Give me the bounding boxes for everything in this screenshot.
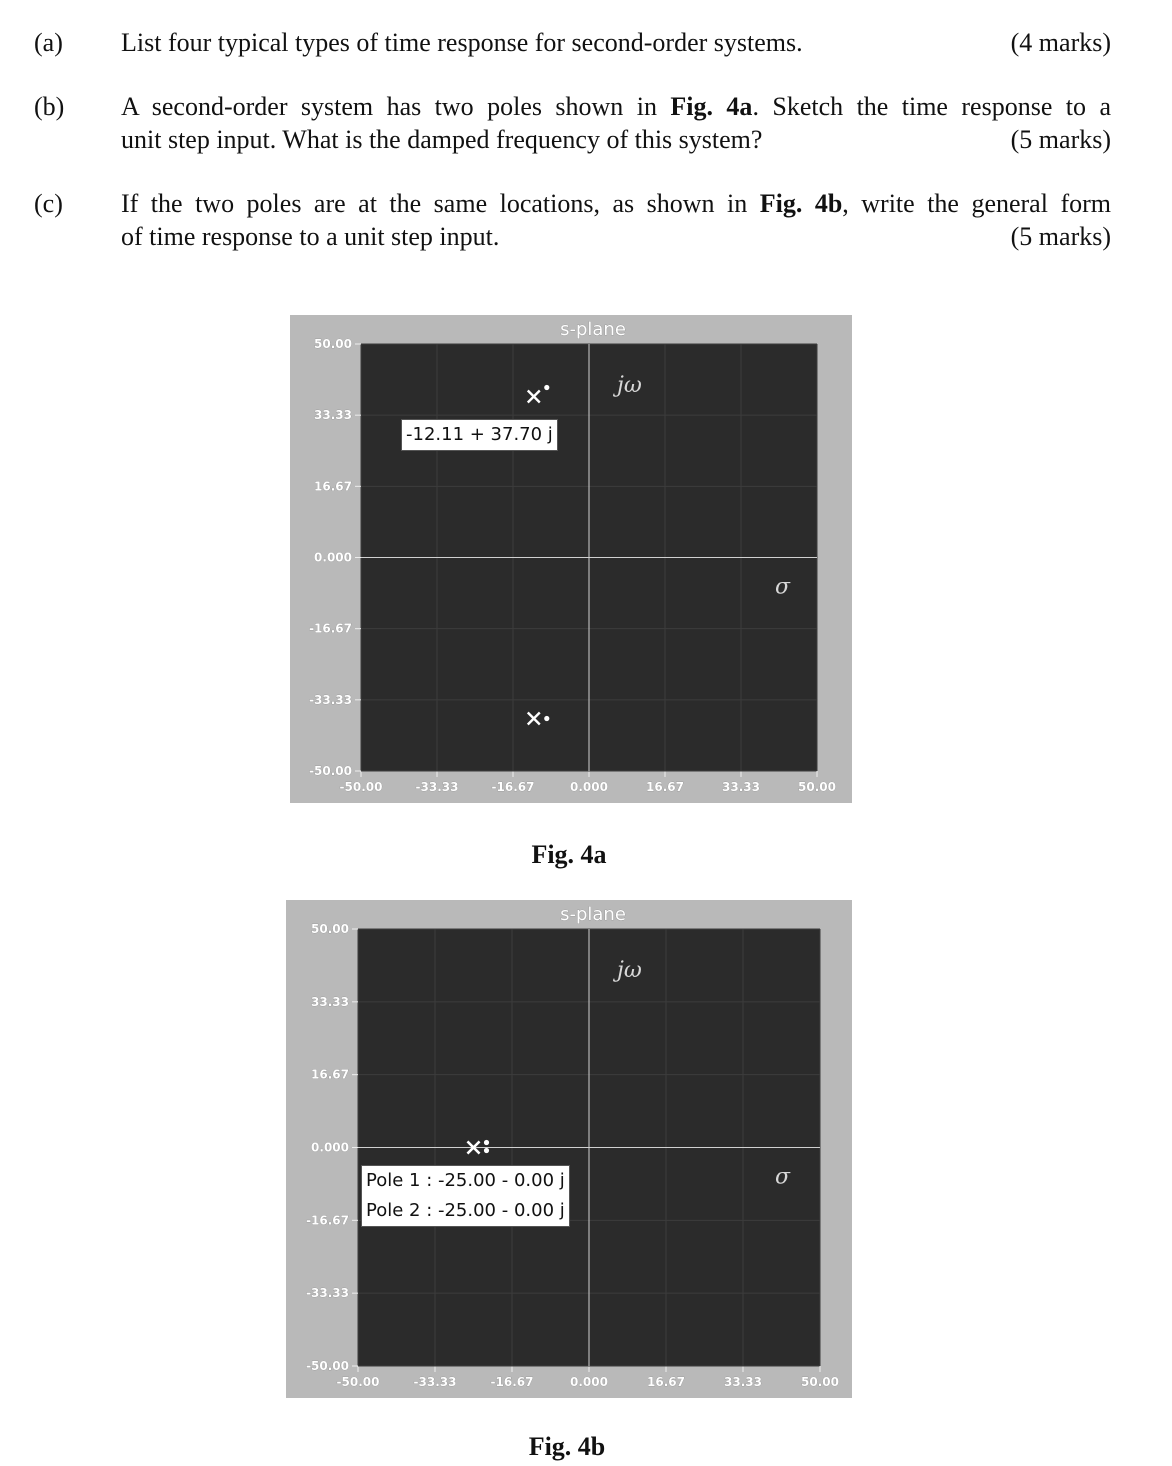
y-tick-label: 0.000 xyxy=(314,550,352,565)
y-tick-label: -33.33 xyxy=(306,1286,349,1301)
pole-marker xyxy=(528,385,550,403)
chart-svg xyxy=(290,315,852,803)
y-tick-label: -16.67 xyxy=(306,1213,349,1228)
s-plane-chart-4a xyxy=(290,315,852,803)
y-tick-label: -50.00 xyxy=(306,1359,349,1373)
question-text-line1: If the two poles are at the same locations, as shown in Fig. 4b, write the general form xyxy=(121,189,1111,218)
y-tick-label: 0.000 xyxy=(311,1140,349,1155)
x-axis-label: σ xyxy=(775,574,791,600)
s-plane-chart-4b xyxy=(286,900,852,1398)
x-tick-label: -50.00 xyxy=(339,780,383,794)
x-tick-label: -33.33 xyxy=(413,1375,457,1389)
question-label: (b) xyxy=(34,92,65,121)
pole-dot xyxy=(544,385,549,390)
figure-reference: Fig. 4b xyxy=(759,189,843,218)
x-tick-label: 0.000 xyxy=(570,1375,608,1389)
pole-dot xyxy=(484,1140,489,1145)
y-tick-label: -33.33 xyxy=(309,692,352,707)
question-text-line2: of time response to a unit step input. xyxy=(121,222,500,251)
chart-title: s-plane xyxy=(560,319,626,340)
x-axis-label: σ xyxy=(775,1164,791,1190)
y-axis-label: jω xyxy=(617,958,642,983)
question-label: (c) xyxy=(34,189,63,218)
y-tick-label: 16.67 xyxy=(314,479,352,494)
tooltip-line: Pole 1 : -25.00 - 0.00 j xyxy=(366,1170,565,1191)
y-axis-label: jω xyxy=(617,373,642,398)
y-tick-label: -50.00 xyxy=(309,764,352,778)
question-text: List four typical types of time response for second-order systems. xyxy=(121,28,803,57)
question-label: (a) xyxy=(34,28,63,57)
chart-title: s-plane xyxy=(560,904,626,925)
pole-tooltip xyxy=(361,1165,570,1227)
tooltip-line: Pole 2 : -25.00 - 0.00 j xyxy=(366,1200,565,1221)
x-tick-label: 33.33 xyxy=(724,1375,762,1389)
figure-reference: Fig. 4a xyxy=(670,92,753,121)
marks: (5 marks) xyxy=(1010,125,1111,154)
x-tick-label: 50.00 xyxy=(801,1375,839,1389)
y-tick-label: 50.00 xyxy=(314,337,352,351)
x-tick-label: 16.67 xyxy=(646,780,684,794)
x-tick-label: 50.00 xyxy=(798,780,836,794)
marks: (5 marks) xyxy=(1010,222,1111,251)
pole-dot xyxy=(484,1148,489,1153)
marks: (4 marks) xyxy=(1010,28,1111,57)
pole-dot xyxy=(544,716,549,721)
y-tick-label: 16.67 xyxy=(311,1067,349,1082)
x-tick-label: -33.33 xyxy=(415,780,459,794)
y-tick-label: -16.67 xyxy=(309,621,352,636)
tooltip-line: -12.11 + 37.70 j xyxy=(406,424,553,445)
pole-tooltip xyxy=(401,419,558,451)
question-text-line1: A second-order system has two poles shown in Fig. 4a. Sketch the time response to a xyxy=(121,92,1112,121)
figure-caption: Fig. 4b xyxy=(528,1432,606,1461)
x-tick-label: -16.67 xyxy=(490,1375,534,1389)
pole-marker xyxy=(528,712,550,724)
x-tick-label: -16.67 xyxy=(491,780,535,794)
y-tick-label: 33.33 xyxy=(314,408,352,423)
question-text-line2: unit step input. What is the damped frequency of this system? xyxy=(121,125,763,154)
x-tick-label: 33.33 xyxy=(722,780,760,794)
chart-svg xyxy=(286,900,852,1398)
figure-caption: Fig. 4a xyxy=(531,840,607,869)
x-tick-label: -50.00 xyxy=(336,1375,380,1389)
x-tick-label: 0.000 xyxy=(570,780,608,794)
y-tick-label: 50.00 xyxy=(311,922,349,936)
y-tick-label: 33.33 xyxy=(311,994,349,1009)
x-tick-label: 16.67 xyxy=(647,1375,685,1389)
